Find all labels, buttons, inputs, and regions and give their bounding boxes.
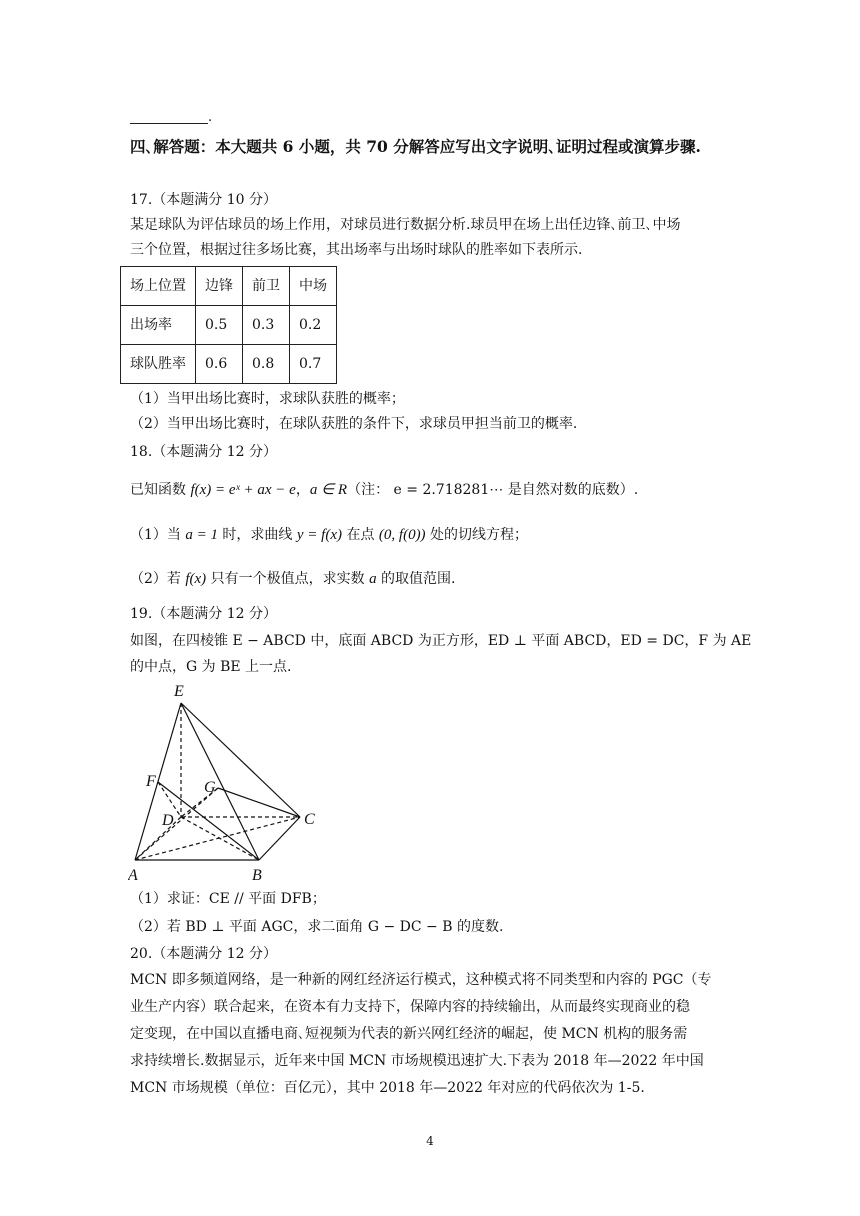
vertex-label-B: B: [252, 867, 262, 884]
q18-part2-fx: f(x): [185, 571, 207, 587]
q20-paragraph-line-5: MCN 市场规模（单位：百亿元），其中 2018 年—2022 年对应的代码依次为 1-5.: [130, 1080, 645, 1096]
table-cell: 0.6: [196, 345, 243, 384]
q20-paragraph-line-4: 求持续增长.数据显示，近年来中国 MCN 市场规模迅速扩大.下表为 2018 年—2022 年中国: [130, 1053, 704, 1069]
table-header-cell: 边锋: [196, 267, 243, 306]
table-cell: 0.7: [290, 345, 337, 384]
table-cell: 0.2: [290, 306, 337, 345]
q17-header: 17.（本题满分 10 分）: [130, 192, 277, 208]
q18-part-1: [130, 523, 528, 547]
table-cell: 0.8: [243, 345, 290, 384]
q18-part1-text-d: 处的切线方程；: [425, 527, 529, 543]
pyramid-figure: [128, 680, 328, 885]
table-cell: 0.5: [196, 306, 243, 345]
q20-paragraph-line-3: 定变现，在中国以直播电商､短视频为代表的新兴网红经济的崛起，使 MCN 机构的服务需: [130, 1026, 688, 1042]
q18-part-2: [130, 567, 456, 591]
answer-blank: [130, 113, 208, 124]
edge-EB: [181, 703, 259, 860]
q18-part2-text-c: 的取值范围.: [376, 571, 456, 587]
q19-stem-line-2: 的中点，G 为 BE 上一点.: [130, 659, 292, 675]
section-title: 四､解答题：本大题共 6 小题，共 70 分解答应写出文字说明､证明过程或演算步骤.: [130, 137, 701, 156]
q18-stem-a: 已知函数: [130, 482, 191, 498]
q18-part1-text-b: 时，求曲线: [217, 527, 297, 543]
table-header-cell: 场上位置: [121, 267, 196, 306]
q18-part2-text-a: （2）若: [130, 571, 186, 587]
q20-paragraph-line-2: 业生产内容）联合起来，在资本有力支持下，保障内容的持续输出，从而最终实现商业的稳: [130, 999, 690, 1015]
edge-EA: [135, 703, 181, 860]
q18-part1-point: (0, f(0)): [378, 527, 426, 543]
q18-part1-text-a: （1）当: [130, 527, 186, 543]
table-row: [121, 345, 337, 384]
table-row: [121, 306, 337, 345]
edge-BC: [259, 817, 300, 860]
q18-note: （注： e = 2.718281⋯ 是自然对数的底数）.: [347, 482, 639, 498]
q18-domain: a ∈ R: [309, 482, 348, 498]
q19-header: 19.（本题满分 12 分）: [130, 606, 277, 622]
q20-header: 20.（本题满分 12 分）: [130, 946, 277, 962]
q18-part1-curve: y = f(x): [296, 527, 342, 543]
q17-table: [120, 266, 337, 384]
q19-stem-line-1: 如图，在四棱锥 E − ABCD 中，底面 ABCD 为正方形，ED ⊥ 平面 ABCD，ED = DC，F 为 AE: [130, 633, 752, 649]
edge-DB-hidden: [181, 817, 259, 860]
table-header-cell: 前卫: [243, 267, 290, 306]
q18-part1-text-c: 在点: [342, 527, 379, 543]
q20-paragraph-line-1: MCN 即多频道网络，是一种新的网红经济运行模式，这种模式将不同类型和内容的 PGC（专: [130, 972, 712, 988]
table-cell: 出场率: [121, 306, 196, 345]
vertex-label-A: A: [128, 867, 138, 884]
page-number: 4: [426, 1134, 434, 1148]
q18-stem: [130, 478, 638, 502]
q17-intro-line-2: 三个位置，根据过往多场比赛，其出场率与出场时球队的胜率如下表所示.: [130, 242, 583, 258]
vertex-label-F: F: [146, 773, 156, 790]
blank-period: .: [208, 110, 213, 125]
q19-part-1: （1）求证：CE // 平面 DFB；: [130, 891, 326, 907]
vertex-label-E: E: [174, 683, 184, 700]
q18-part2-text-b: 只有一个极值点，求实数: [206, 571, 370, 587]
q19-part-2: （2）若 BD ⊥ 平面 AGC，求二面角 G − DC − B 的度数.: [130, 919, 504, 935]
table-header-row: [121, 267, 337, 306]
vertex-label-D: D: [162, 812, 174, 829]
edge-EC: [181, 703, 300, 817]
vertex-label-C: C: [304, 811, 315, 828]
q17-part-2: （2）当甲出场比赛时，在球队获胜的条件下，求球员甲担当前卫的概率.: [130, 416, 578, 432]
table-header-cell: 中场: [290, 267, 337, 306]
vertex-label-G: G: [204, 779, 216, 796]
q18-part1-cond: a = 1: [185, 527, 218, 543]
q18-stem-b: ，: [295, 482, 310, 498]
table-cell: 球队胜率: [121, 345, 196, 384]
q17-intro-line-1: 某足球队为评估球员的场上作用，对球员进行数据分析.球员甲在场上出任边锋､前卫､中场: [130, 217, 681, 233]
segment-AC-hidden: [135, 817, 300, 860]
q18-part2-var: a: [369, 571, 377, 587]
table-cell: 0.3: [243, 306, 290, 345]
q17-part-1: （1）当甲出场比赛时，求球队获胜的概率；: [130, 391, 405, 407]
q18-function: f(x) = eˣ + ax − e: [190, 482, 296, 498]
q18-header: 18.（本题满分 12 分）: [130, 444, 277, 460]
